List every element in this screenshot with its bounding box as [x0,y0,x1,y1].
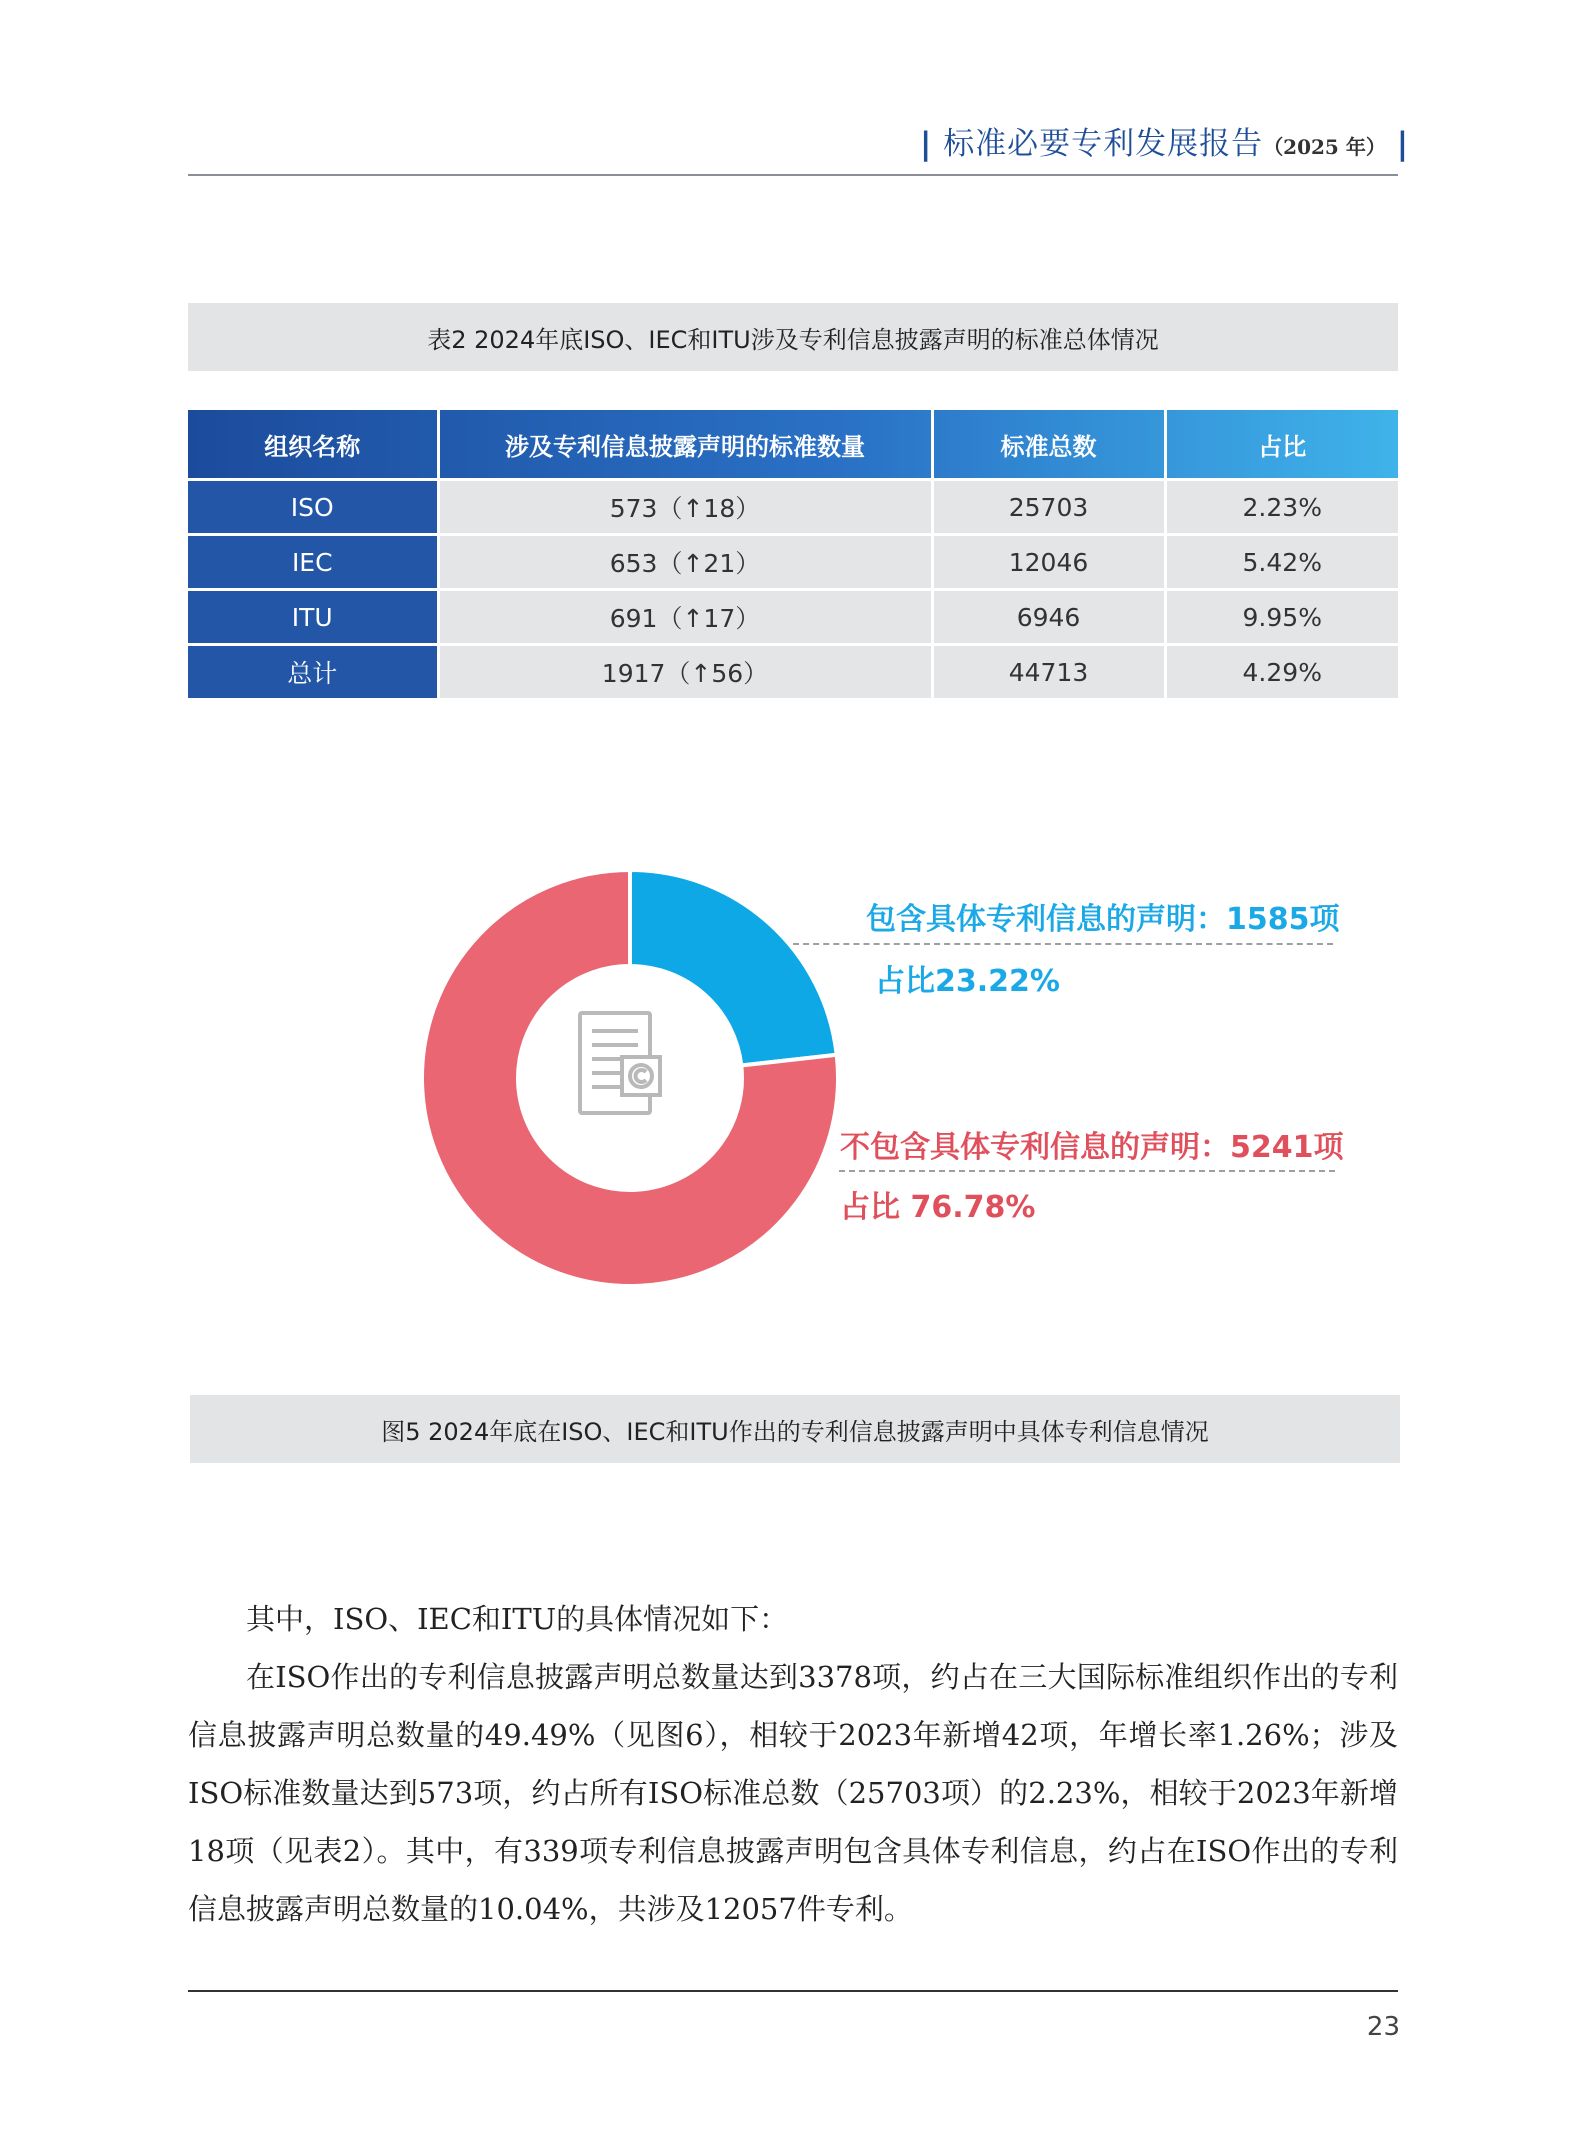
cell-total: 12046 [932,535,1165,590]
cell-count: 653（↑21） [438,535,932,590]
table-row [188,645,1398,699]
header-bar-right: | [1396,126,1410,162]
cell-ratio: 4.29% [1165,645,1398,699]
column-header-count: 涉及专利信息披露声明的标准数量 [438,410,932,480]
cell-org: 总计 [188,645,438,699]
cell-org: ITU [188,590,438,645]
label-with-info: 包含具体专利信息的声明：1585项 [866,902,1340,937]
leader-line-without-info [839,1170,1335,1172]
body-text [188,1590,1398,1938]
cell-count: 573（↑18） [438,480,932,535]
running-header [920,118,1410,163]
label-with-info-percent: 占比23.22% [875,964,1060,999]
label-without-info-percent: 占比 76.78% [840,1190,1036,1225]
column-header-ratio: 占比 [1258,432,1307,461]
leader-line-with-info [793,943,1333,945]
cell-ratio: 5.42% [1165,535,1398,590]
page-number: 23 [1366,2012,1400,2042]
data-table [188,410,1398,698]
cell-count: 691（↑17） [438,590,932,645]
cell-count: 1917（↑56） [438,645,932,699]
body-paragraph: 在ISO作出的专利信息披露声明总数量达到3378项，约占在三大国际标准组织作出的专利信息披露声明总数量的49.49%（见图6），相较于2023年新增42项，年增长率1.26%；涉及ISO标准数量达到573项，约占所有ISO标准总数（25703项）的2.23%，相较于2023年新增18项（见表2）。其中，有339项专利信息披露声明包含具体专利信息，约占在ISO作出的专利信息披露声明总数量的10.04%，共涉及12057件专利。 [188,1660,1398,1926]
footer-rule [188,1990,1398,1992]
document-icon [580,1013,660,1113]
cell-total: 6946 [932,590,1165,645]
table-row [188,590,1398,645]
header-bar-left: | [920,126,933,162]
body-intro: 其中，ISO、IEC和ITU的具体情况如下： [246,1602,789,1636]
cell-ratio: 9.95% [1165,590,1398,645]
cell-org: ISO [188,480,438,535]
column-header-total: 标准总数 [932,410,1165,480]
table-header-row [188,410,1398,480]
cell-total: 44713 [932,645,1165,699]
table-row [188,535,1398,590]
header-rule [188,174,1398,176]
column-header-org: 组织名称 [188,410,438,480]
header-title-text: 标准必要专利发展报告 [943,126,1264,162]
table-row [188,480,1398,535]
figure-caption: 图5 2024年底在ISO、IEC和ITU作出的专利信息披露声明中具体专利信息情况 [190,1395,1400,1463]
cell-total: 25703 [932,480,1165,535]
table-caption: 表2 2024年底ISO、IEC和ITU涉及专利信息披露声明的标准总体情况 [188,303,1398,371]
label-without-info: 不包含具体专利信息的声明：5241项 [840,1130,1344,1165]
header-year: （2025 年） [1263,135,1386,159]
cell-org: IEC [188,535,438,590]
cell-ratio: 2.23% [1165,480,1398,535]
donut-chart [420,868,840,1288]
donut-slice-with-info [630,870,837,1066]
